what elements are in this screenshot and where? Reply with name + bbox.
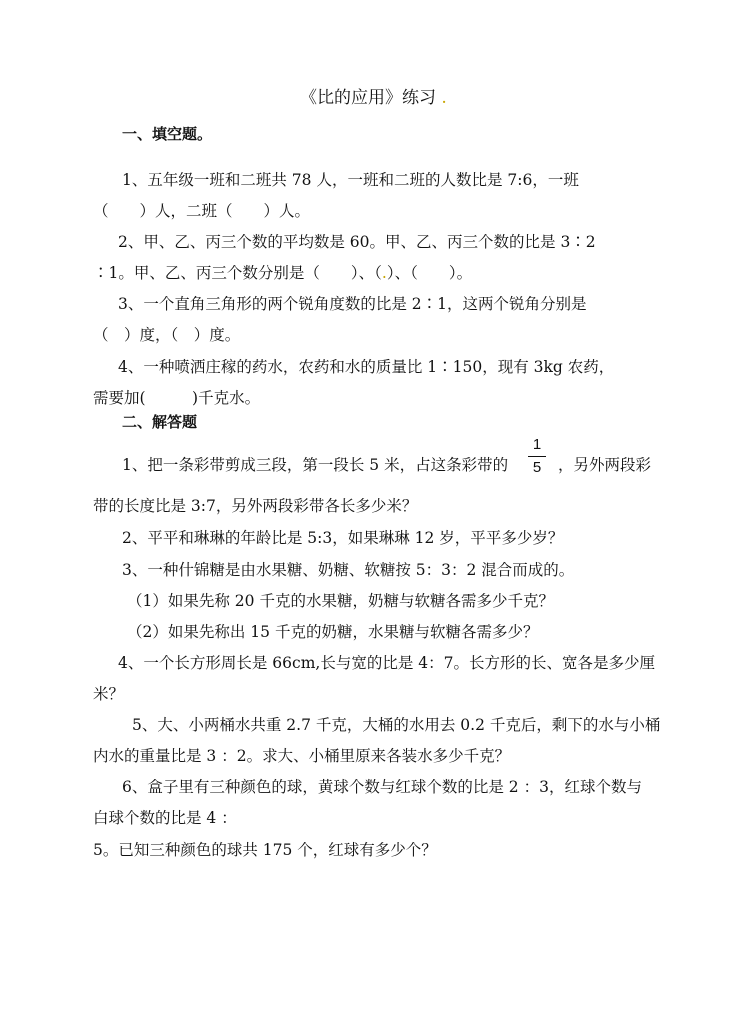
page-title	[300, 88, 447, 108]
solve-q3-sub2: （2）如果先称出 15 千克的奶糖，水果糖与软糖各需多少？	[127, 623, 539, 641]
fill-q2-line1: 2、甲、乙、丙三个数的平均数是 60。甲、乙、丙三个数的比是 3∶2	[118, 233, 596, 251]
solve-q4-line2: 米？	[93, 685, 125, 703]
solve-q1-line1a: 1、把一条彩带剪成三段，第一段长 5 米，占这条彩带的	[122, 456, 509, 474]
fill-q2-line2	[93, 263, 472, 283]
fill-q3-line1: 3、一个直角三角形的两个锐角度数的比是 2∶1，这两个锐角分别是	[118, 295, 587, 313]
fraction-one-fifth	[526, 436, 548, 477]
fill-q2-line2-a: ∶1。甲、乙、丙三个数分别是（ ）、（	[93, 264, 382, 282]
fraction-numerator: 1	[532, 436, 542, 453]
solve-q6-line2: 白球个数的比是 4 ：	[93, 809, 237, 827]
fill-q3-line2: （ ）度，（ ）度。	[93, 326, 241, 344]
solve-q6-line3: 5。已知三种颜色的球共 175 个，红球有多少个？	[93, 841, 437, 859]
fill-q1-line2: （ ）人，二班（ ）人。	[93, 202, 311, 220]
solve-q3-sub1: （1）如果先称 20 千克的水果糖，奶糖与软糖各需多少千克？	[127, 592, 554, 610]
solve-q2: 2、平平和琳琳的年龄比是 5:3，如果琳琳 12 岁，平平多少岁？	[122, 529, 564, 547]
solve-q6-line1: 6、盒子里有三种颜色的球，黄球个数与红球个数的比是 2 ：3，红球个数与	[122, 778, 642, 796]
section-heading-fill: 一、填空题。	[122, 125, 213, 143]
solve-q5-line1: 5、大、小两桶水共重 2.7 千克，大桶的水用去 0.2 千克后，剩下的水与小桶	[132, 716, 661, 734]
fill-q4-line2: 需要加( )千克水。	[93, 389, 261, 407]
solve-q1-line1b: ，另外两段彩	[558, 456, 652, 474]
solve-q5-line2: 内水的重量比是 3 ：2。求大、小桶里原来各装水多少千克？	[93, 747, 511, 765]
fill-q4-line1: 4、一种喷洒庄稼的药水，农药和水的质量比 1∶150，现有 3kg 农药，	[118, 358, 615, 376]
fill-q1-line1: 1、五年级一班和二班共 78 人，一班和二班的人数比是 7:6，一班	[122, 171, 579, 189]
section-heading-solve: 二、解答题	[122, 413, 198, 431]
title-dot: .	[441, 88, 447, 108]
solve-q4-line1: 4、一个长方形周长是 66cm,长与宽的比是 4：7。长方形的长、宽各是多少厘	[118, 654, 655, 672]
fill-q2-line2-b: ）、（ ）。	[386, 264, 473, 282]
fraction-bar	[528, 456, 546, 457]
title-text: 《比的应用》练习	[300, 88, 436, 108]
solve-q3: 3、一种什锦糖是由水果糖、奶糖、软糖按 5：3：2 混合而成的。	[122, 561, 575, 579]
fraction-denominator: 5	[532, 459, 542, 476]
solve-q1-line2: 带的长度比是 3:7，另外两段彩带各长多少米？	[93, 497, 418, 515]
fill-q2-dot: .	[381, 264, 387, 282]
